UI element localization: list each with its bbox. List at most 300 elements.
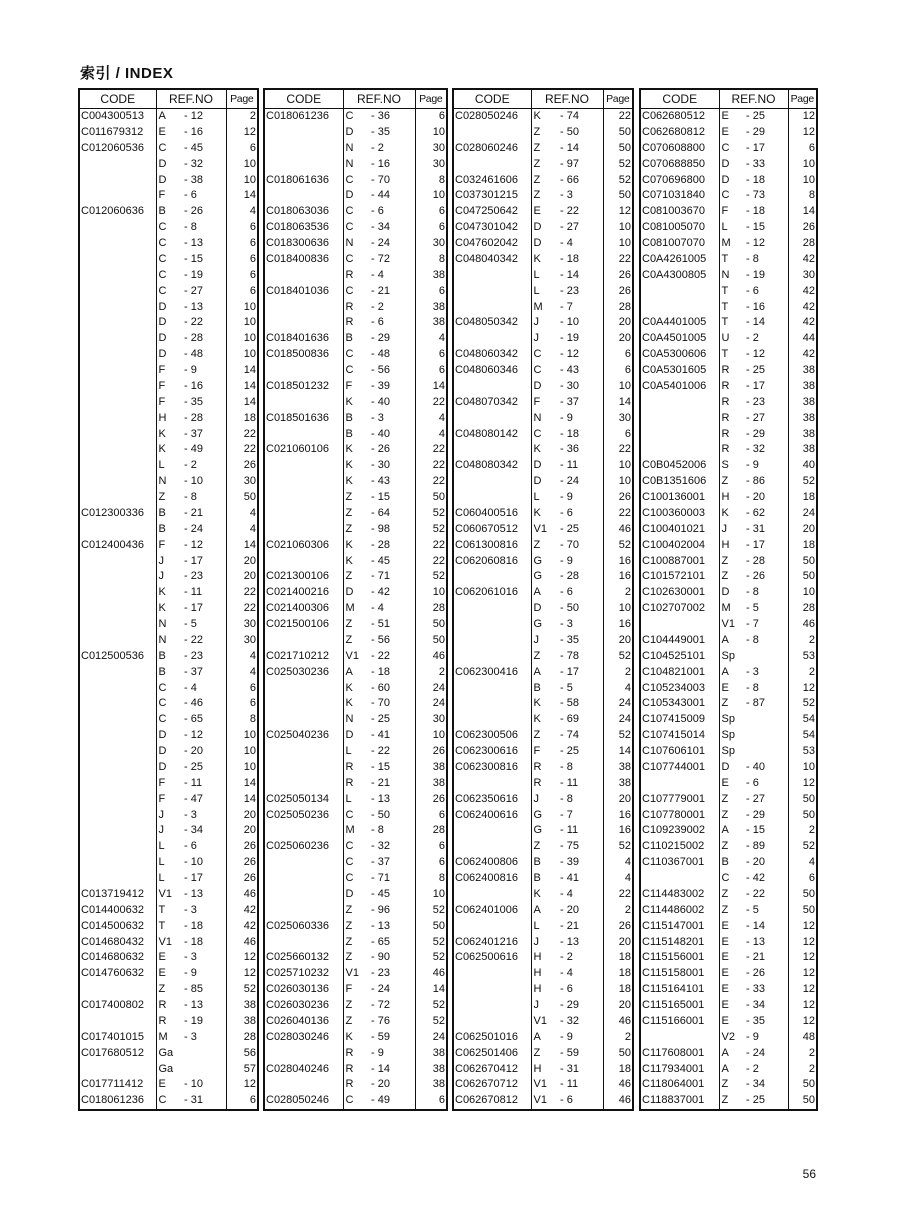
table-row: [265, 284, 446, 300]
table-row: [265, 236, 446, 252]
ref-number-cell: - 37: [371, 856, 390, 869]
table-row: [265, 585, 446, 601]
page-cell: 10: [226, 157, 257, 173]
ref-number-cell: [744, 744, 788, 760]
table-row: [454, 776, 632, 792]
ref-number-cell: - 19: [184, 1014, 203, 1027]
ref-number-cell: - 6: [560, 983, 573, 996]
code-cell: C061300816: [454, 538, 531, 554]
table-row: [265, 1030, 446, 1046]
header-code: CODE: [454, 90, 531, 109]
code-cell: [265, 458, 343, 474]
code-cell: [80, 458, 156, 474]
page-cell: 50: [415, 633, 446, 649]
page-cell: 50: [788, 1077, 816, 1093]
table-row: [454, 538, 632, 554]
table-row: [80, 188, 257, 204]
code-cell: C017680512: [80, 1046, 156, 1062]
page-cell: 6: [788, 141, 816, 157]
code-cell: [80, 331, 156, 347]
page-cell: 4: [603, 681, 632, 697]
code-cell: [641, 411, 719, 427]
page-cell: 46: [603, 1077, 632, 1093]
ref-letter-cell: A: [533, 665, 541, 678]
table-row: [454, 919, 632, 935]
ref-number-cell: - 9: [184, 967, 197, 980]
code-cell: C048080342: [454, 458, 531, 474]
code-cell: C0A5401006: [641, 379, 719, 395]
code-cell: [454, 1014, 531, 1030]
page-cell: 42: [788, 300, 816, 316]
code-cell: [641, 617, 719, 633]
table-row: [80, 665, 257, 681]
code-cell: [80, 792, 156, 808]
code-cell: [454, 633, 531, 649]
ref-letter-cell: Z: [345, 506, 353, 519]
ref-number-cell: - 28: [560, 570, 579, 583]
ref-letter-cell: C: [345, 110, 354, 122]
page-cell: 6: [226, 220, 257, 236]
code-cell: [265, 903, 343, 919]
ref-number-cell: - 59: [560, 1046, 579, 1059]
code-cell: C026040136: [265, 1014, 343, 1030]
page-cell: 10: [788, 157, 816, 173]
code-cell: C012060536: [80, 141, 156, 157]
table-row: [265, 141, 446, 157]
code-cell: [80, 252, 156, 268]
table-row: [265, 188, 446, 204]
ref-letter-cell: Z: [158, 491, 166, 503]
table-row: [265, 395, 446, 411]
ref-letter-cell: R: [721, 443, 730, 456]
page-cell: 12: [788, 982, 816, 998]
page-cell: 52: [226, 982, 257, 998]
ref-letter-cell: F: [721, 205, 729, 218]
ref-letter-cell: B: [721, 856, 729, 869]
page-cell: 6: [226, 236, 257, 252]
page-cell: 10: [226, 331, 257, 347]
table-row: [265, 173, 446, 189]
ref-letter-cell: R: [345, 776, 354, 789]
code-cell: [454, 681, 531, 697]
table-row: [80, 157, 257, 173]
ref-letter-cell: V1: [533, 1078, 547, 1091]
ref-letter-cell: K: [158, 443, 166, 456]
ref-number-cell: - 71: [371, 570, 390, 583]
page-cell: 10: [603, 379, 632, 395]
page-cell: 50: [788, 808, 816, 824]
table-row: [641, 1077, 816, 1093]
page-cell: 22: [415, 554, 446, 570]
table-row: [454, 998, 632, 1014]
page-cell: 52: [415, 935, 446, 951]
page-cell: 2: [788, 665, 816, 681]
ref-number-cell: - 6: [184, 840, 197, 853]
page-cell: 50: [415, 490, 446, 506]
code-cell: [454, 919, 531, 935]
page-cell: 42: [788, 315, 816, 331]
ref-number-cell: - 51: [371, 618, 390, 630]
code-cell: C011679312: [80, 125, 156, 141]
table-row: [265, 617, 446, 633]
code-cell: [265, 522, 343, 538]
code-cell: [265, 506, 343, 522]
ref-number-cell: - 34: [746, 1078, 765, 1091]
page-cell: 46: [788, 617, 816, 633]
ref-number-cell: [744, 712, 788, 728]
table-row: [641, 998, 816, 1014]
code-cell: [265, 696, 343, 712]
page-cell: 56: [226, 1046, 257, 1062]
index-block-2: [263, 88, 448, 1111]
ref-letter-cell: C: [345, 840, 354, 853]
ref-number-cell: - 40: [746, 760, 765, 773]
table-row: [454, 490, 632, 506]
page-cell: 42: [226, 903, 257, 919]
table-row: [265, 538, 446, 554]
code-cell: C100887001: [641, 554, 719, 570]
code-cell: C118837001: [641, 1093, 719, 1109]
ref-number-cell: - 21: [560, 919, 579, 932]
ref-number-cell: - 4: [184, 681, 197, 694]
ref-letter-cell: D: [345, 729, 354, 742]
table-row: [80, 268, 257, 284]
ref-number-cell: - 17: [184, 554, 203, 567]
page-cell: 26: [415, 792, 446, 808]
page-cell: 2: [788, 823, 816, 839]
page-cell: 38: [415, 268, 446, 284]
table-row: [80, 998, 257, 1014]
code-cell: C062670812: [454, 1093, 531, 1109]
ref-number-cell: - 35: [746, 1014, 765, 1027]
ref-letter-cell: N: [345, 157, 354, 170]
ref-letter-cell: K: [721, 506, 729, 519]
ref-letter-cell: D: [345, 586, 354, 599]
ref-letter-cell: B: [533, 872, 541, 884]
code-cell: C115147001: [641, 919, 719, 935]
ref-number-cell: - 8: [184, 221, 197, 234]
code-cell: C028050246: [265, 1093, 343, 1109]
page-cell: 24: [788, 506, 816, 522]
ref-letter-cell: E: [721, 681, 729, 694]
page-cell: 28: [788, 601, 816, 617]
ref-number-cell: - 45: [371, 887, 390, 900]
ref-letter-cell: B: [158, 205, 166, 218]
ref-letter-cell: L: [533, 491, 540, 503]
code-cell: C0B1351606: [641, 474, 719, 490]
table-row: [641, 331, 816, 347]
ref-letter-cell: S: [721, 459, 729, 472]
code-cell: [80, 712, 156, 728]
page-cell: 10: [603, 458, 632, 474]
ref-letter-cell: G: [533, 618, 543, 630]
table-row: [454, 760, 632, 776]
table-row: [454, 839, 632, 855]
code-cell: [80, 823, 156, 839]
ref-number-cell: - 12: [746, 237, 765, 249]
code-cell: [265, 554, 343, 570]
code-cell: C048080142: [454, 427, 531, 443]
ref-letter-cell: E: [158, 1078, 166, 1091]
ref-number-cell: - 41: [371, 729, 390, 742]
code-cell: C028060246: [454, 141, 531, 157]
ref-number-cell: - 3: [184, 1030, 197, 1043]
ref-letter-cell: F: [158, 776, 166, 789]
ref-number-cell: - 12: [560, 348, 579, 361]
ref-number-cell: - 50: [560, 125, 579, 138]
ref-number-cell: - 46: [184, 697, 203, 710]
table-row: [80, 792, 257, 808]
code-cell: [265, 268, 343, 284]
code-cell: [80, 982, 156, 998]
ref-number-cell: - 72: [371, 999, 390, 1011]
ref-number-cell: - 13: [184, 999, 203, 1011]
code-cell: C017401015: [80, 1030, 156, 1046]
code-cell: [265, 760, 343, 776]
ref-number-cell: - 16: [371, 157, 390, 170]
code-cell: C047250642: [454, 204, 531, 220]
ref-letter-cell: K: [345, 1030, 353, 1043]
page-cell: 50: [603, 141, 632, 157]
ref-number-cell: - 30: [560, 379, 579, 392]
ref-number-cell: - 5: [560, 681, 573, 694]
ref-number-cell: - 6: [560, 1094, 573, 1107]
table-row: [80, 681, 257, 697]
table-row: [454, 966, 632, 982]
page-cell: 38: [603, 760, 632, 776]
code-cell: C062060816: [454, 554, 531, 570]
page-cell: 22: [603, 506, 632, 522]
ref-letter-cell: Z: [721, 1094, 729, 1107]
table-row: [454, 887, 632, 903]
page-cell: 38: [788, 363, 816, 379]
ref-letter-cell: C: [158, 141, 167, 154]
code-cell: [265, 490, 343, 506]
ref-number-cell: - 15: [371, 760, 390, 773]
ref-letter-cell: Z: [533, 141, 541, 154]
ref-letter-cell: N: [158, 475, 167, 488]
page-cell: 8: [415, 871, 446, 887]
code-cell: C062400616: [454, 808, 531, 824]
ref-letter-cell: E: [721, 951, 729, 964]
ref-letter-cell: F: [345, 379, 353, 392]
ref-letter-cell: V1: [533, 1094, 547, 1107]
code-cell: [80, 236, 156, 252]
page-cell: 50: [788, 887, 816, 903]
ref-letter-cell: A: [721, 665, 729, 678]
page-cell: 12: [788, 935, 816, 951]
code-cell: C012300336: [80, 506, 156, 522]
code-cell: [454, 887, 531, 903]
page-cell: 10: [603, 601, 632, 617]
code-cell: C062501406: [454, 1046, 531, 1062]
page-cell: 46: [603, 1014, 632, 1030]
ref-number-cell: - 32: [746, 443, 765, 456]
table-row: [641, 919, 816, 935]
table-row: [454, 522, 632, 538]
code-cell: [265, 1077, 343, 1093]
ref-number-cell: [182, 1062, 226, 1078]
ref-letter-cell: A: [721, 1046, 729, 1059]
ref-number-cell: - 29: [371, 332, 390, 345]
table-row: [80, 744, 257, 760]
page-cell: 26: [226, 458, 257, 474]
table-row: [641, 903, 816, 919]
ref-number-cell: - 29: [746, 125, 765, 138]
ref-number-cell: - 18: [560, 252, 579, 265]
ref-letter-cell: C: [345, 205, 354, 218]
ref-letter-cell: Sp: [721, 745, 735, 757]
ref-number-cell: - 3: [184, 903, 197, 916]
code-cell: C102630001: [641, 585, 719, 601]
table-row: [454, 1077, 632, 1093]
code-cell: C018501636: [265, 411, 343, 427]
ref-number-cell: - 56: [371, 364, 390, 376]
ref-number-cell: - 26: [746, 967, 765, 980]
table-row: [454, 633, 632, 649]
page-cell: 24: [603, 696, 632, 712]
page-cell: 14: [415, 379, 446, 395]
ref-letter-cell: Z: [158, 983, 166, 996]
code-cell: [454, 474, 531, 490]
code-cell: C115164101: [641, 982, 719, 998]
page-cell: 10: [415, 887, 446, 903]
table-row: [454, 681, 632, 697]
page-cell: 4: [226, 522, 257, 538]
table-row: [80, 474, 257, 490]
table-row: [641, 665, 816, 681]
table-row: [265, 125, 446, 141]
code-cell: C114483002: [641, 887, 719, 903]
ref-number-cell: - 8: [746, 586, 759, 599]
code-cell: C026030136: [265, 982, 343, 998]
ref-letter-cell: D: [721, 760, 730, 773]
page-cell: 50: [788, 792, 816, 808]
ref-letter-cell: C: [345, 872, 354, 884]
ref-number-cell: - 6: [371, 205, 384, 218]
code-cell: [641, 427, 719, 443]
ref-number-cell: - 13: [184, 300, 203, 313]
page-cell: 28: [415, 601, 446, 617]
table-row: [454, 109, 632, 125]
table-row: [641, 236, 816, 252]
ref-letter-cell: E: [721, 999, 729, 1011]
page-cell: 6: [415, 808, 446, 824]
ref-number-cell: - 11: [184, 776, 203, 789]
page-cell: 30: [603, 411, 632, 427]
ref-number-cell: - 48: [184, 348, 203, 361]
ref-number-cell: - 64: [371, 506, 390, 519]
code-cell: [641, 871, 719, 887]
ref-number-cell: - 9: [746, 459, 759, 472]
page-cell: 20: [603, 331, 632, 347]
page-cell: 22: [415, 442, 446, 458]
table-row: [641, 411, 816, 427]
page-cell: 20: [603, 935, 632, 951]
ref-number-cell: - 6: [746, 776, 759, 789]
code-cell: [454, 268, 531, 284]
table-row: [265, 300, 446, 316]
table-row: [265, 601, 446, 617]
table-row: [80, 427, 257, 443]
ref-letter-cell: H: [721, 538, 730, 551]
table-row: [80, 728, 257, 744]
ref-number-cell: - 25: [560, 745, 579, 757]
header-code: CODE: [265, 90, 343, 109]
page-cell: 20: [788, 522, 816, 538]
code-cell: C012500536: [80, 649, 156, 665]
table-row: [265, 649, 446, 665]
table-row: [80, 236, 257, 252]
page-cell: 38: [415, 315, 446, 331]
page-cell: 22: [603, 252, 632, 268]
code-cell: C107779001: [641, 792, 719, 808]
page-cell: 12: [788, 681, 816, 697]
table-row: [641, 458, 816, 474]
table-row: [454, 268, 632, 284]
ref-number-cell: - 29: [746, 427, 765, 440]
ref-number-cell: - 14: [560, 141, 579, 154]
code-cell: C037301215: [454, 188, 531, 204]
page-cell: 4: [226, 649, 257, 665]
ref-letter-cell: K: [533, 697, 541, 710]
table-row: [80, 347, 257, 363]
ref-letter-cell: Sp: [721, 649, 735, 662]
ref-number-cell: - 4: [371, 602, 384, 615]
table-row: [454, 220, 632, 236]
ref-number-cell: - 18: [746, 173, 765, 186]
table-row: [80, 855, 257, 871]
page-cell: 54: [788, 712, 816, 728]
table-row: [454, 474, 632, 490]
ref-number-cell: - 5: [746, 602, 759, 615]
table-row: [641, 649, 816, 665]
ref-number-cell: - 4: [560, 967, 573, 980]
ref-number-cell: - 3: [560, 189, 573, 202]
code-cell: C018061236: [80, 1093, 156, 1109]
table-row: [265, 808, 446, 824]
ref-number-cell: - 5: [746, 903, 759, 916]
ref-letter-cell: D: [158, 173, 167, 186]
page-cell: 2: [788, 1062, 816, 1078]
ref-letter-cell: R: [721, 395, 730, 408]
ref-number-cell: - 31: [184, 1094, 203, 1107]
code-cell: C025660132: [265, 950, 343, 966]
ref-letter-cell: C: [158, 284, 167, 297]
ref-number-cell: - 11: [184, 586, 203, 599]
page-cell: 12: [226, 1077, 257, 1093]
ref-number-cell: - 12: [184, 538, 203, 551]
table-row: [265, 776, 446, 792]
ref-letter-cell: J: [158, 570, 164, 583]
code-cell: [265, 315, 343, 331]
page-cell: 38: [415, 776, 446, 792]
table-row: [641, 792, 816, 808]
ref-number-cell: - 20: [746, 856, 765, 869]
ref-letter-cell: Z: [721, 697, 729, 710]
ref-letter-cell: Z: [721, 570, 729, 583]
ref-letter-cell: B: [158, 665, 166, 678]
code-cell: [80, 284, 156, 300]
page-cell: 53: [788, 649, 816, 665]
ref-number-cell: - 20: [560, 903, 579, 916]
code-cell: [265, 474, 343, 490]
table-row: [265, 633, 446, 649]
ref-number-cell: - 3: [184, 808, 197, 821]
code-cell: C062680812: [641, 125, 719, 141]
table-row: [80, 331, 257, 347]
page-cell: 30: [226, 474, 257, 490]
